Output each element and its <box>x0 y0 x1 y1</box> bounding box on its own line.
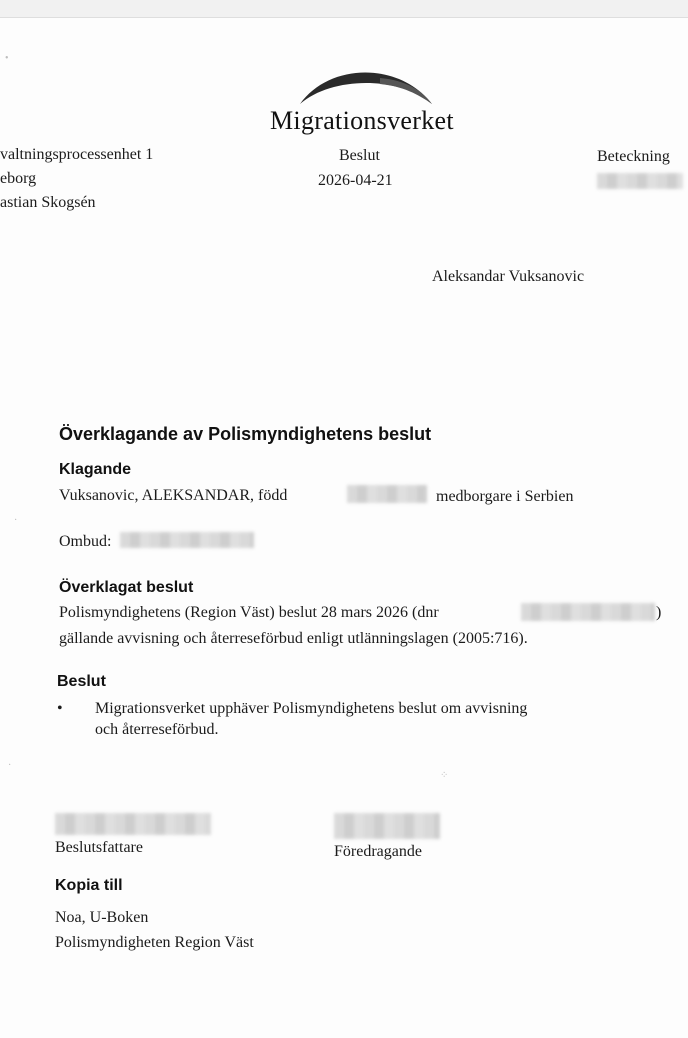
unit-name: valtningsprocessenhet 1 <box>0 146 154 163</box>
top-strip <box>0 0 688 18</box>
document-date: 2026-04-21 <box>318 172 393 189</box>
logo-wordmark: Migrationsverket <box>270 106 454 135</box>
beslut-bullet: • <box>57 700 63 717</box>
redacted-dnr <box>521 603 655 621</box>
foredragande-label: Föredragande <box>334 843 422 860</box>
beslutsfattare-label: Beslutsfattare <box>55 839 143 856</box>
page-title: Överklagande av Polismyndighetens beslut <box>59 424 432 444</box>
redacted-birthdate <box>347 485 427 503</box>
scan-speck: • <box>5 53 9 64</box>
overklagat-heading: Överklagat beslut <box>59 579 194 596</box>
klagande-text: Vuksanovic, ALEKSANDAR, född <box>59 487 288 504</box>
kopia-heading: Kopia till <box>55 877 123 894</box>
klagande-citizenship: medborgare i Serbien <box>436 488 574 505</box>
redacted-reference <box>597 173 683 189</box>
recipient-name: Aleksandar Vuksanovic <box>432 268 585 285</box>
beslut-line1: Migrationsverket upphäver Polismyndighetens beslut om avvisning <box>95 700 528 717</box>
reference-label: Beteckning <box>597 148 670 165</box>
overklagat-line2: gällande avvisning och återreseförbud enligt utlänningslagen (2005:716). <box>59 630 528 647</box>
kopia-line2: Polismyndigheten Region Väst <box>55 934 254 951</box>
case-officer: astian Skogsén <box>0 194 96 211</box>
document-type: Beslut <box>339 147 380 164</box>
redacted-signature-decision-maker <box>55 813 211 835</box>
migrationsverket-logo <box>270 64 460 136</box>
overklagat-line1: Polismyndighetens (Region Väst) beslut 28 mars 2026 (dnr <box>59 604 439 621</box>
ombud-label: Ombud: <box>59 533 112 550</box>
unit-location: eborg <box>0 170 37 187</box>
redacted-ombud <box>120 532 254 548</box>
beslut-heading: Beslut <box>57 673 106 690</box>
kopia-line1: Noa, U-Boken <box>55 909 149 926</box>
scan-speck: · <box>14 515 18 526</box>
redacted-signature-presenter <box>334 813 440 839</box>
scan-speck: ⁘ <box>440 770 449 781</box>
klagande-heading: Klagande <box>59 461 132 478</box>
scan-speck: · <box>8 760 12 771</box>
logo-arc-icon <box>270 64 460 108</box>
beslut-line2: och återreseförbud. <box>95 721 219 738</box>
overklagat-line1-end: ) <box>656 604 662 621</box>
